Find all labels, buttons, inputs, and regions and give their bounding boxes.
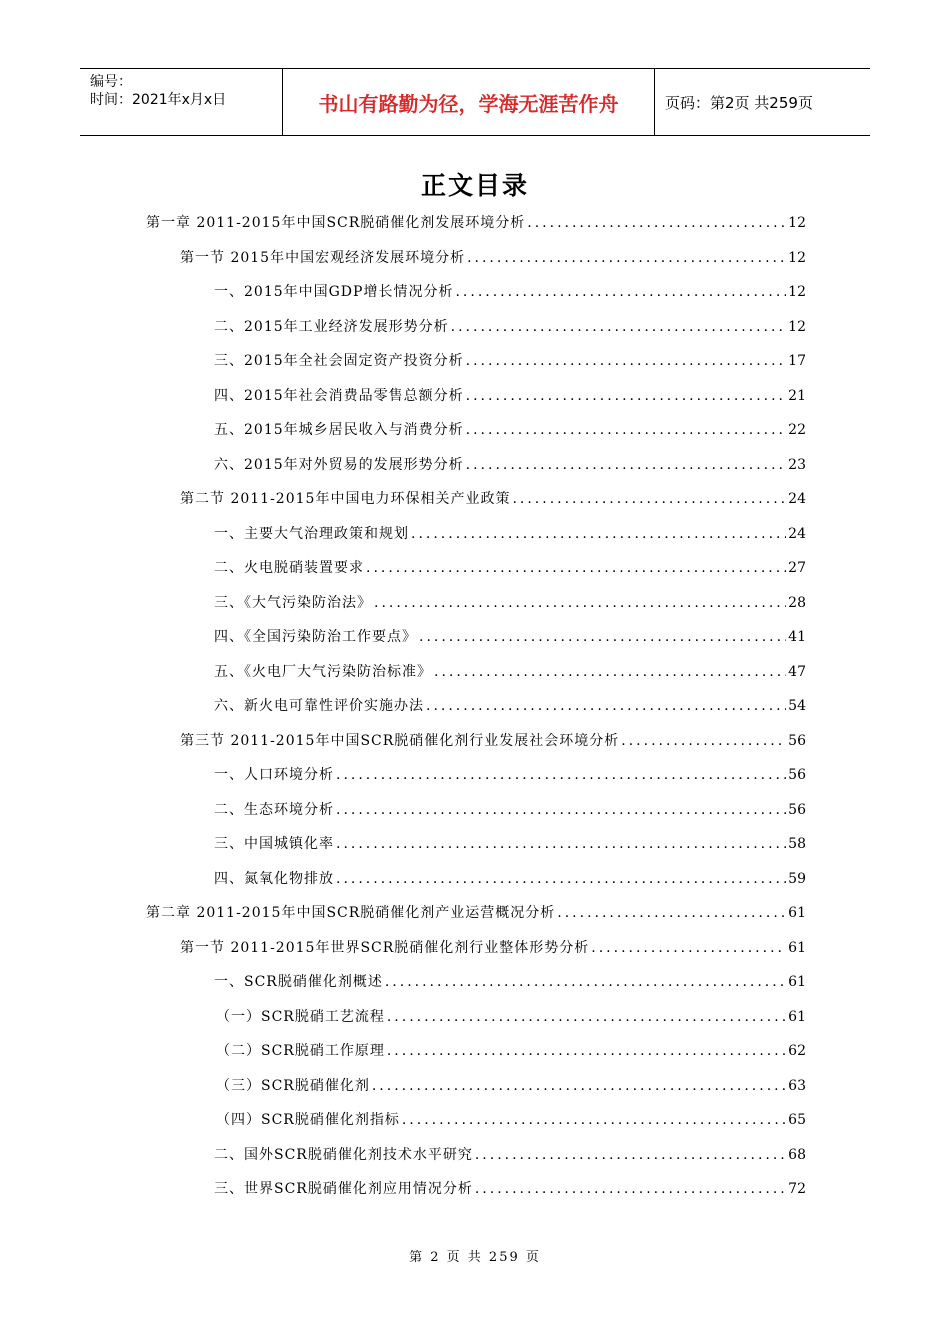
toc-entry-title: 六、新火电可靠性评价实施办法 xyxy=(214,698,424,714)
toc-dot-leader xyxy=(387,1009,786,1025)
toc-entry[interactable] xyxy=(214,661,806,685)
toc-dot-leader xyxy=(387,1043,786,1059)
toc-entry-page-number: 56 xyxy=(788,767,806,783)
toc-entry-title: 一、SCR脱硝催化剂概述 xyxy=(214,974,383,990)
header-page-code: 页码：第2页 共259页 xyxy=(665,93,813,112)
toc-entry-title: 第二节 2011-2015年中国电力环保相关产业政策 xyxy=(180,491,511,507)
toc-entry-page-number: 58 xyxy=(788,836,806,852)
toc-entry[interactable] xyxy=(180,730,806,754)
toc-entry-page-number: 24 xyxy=(788,525,806,542)
toc-entry-title: 五、《火电厂大气污染防治标准》 xyxy=(214,663,432,680)
toc-entry-page-number: 21 xyxy=(788,387,806,404)
toc-entry-title: 第一节 2011-2015年世界SCR脱硝催化剂行业整体形势分析 xyxy=(180,939,590,956)
toc-entry-page-number: 61 xyxy=(788,1008,806,1025)
toc-entry-title: 二、火电脱硝装置要求 xyxy=(214,560,364,576)
toc-entry-page-number: 22 xyxy=(788,422,806,438)
toc-entry[interactable] xyxy=(180,247,806,271)
toc-entry-page-number: 28 xyxy=(788,594,806,611)
toc-entry-title: 四、2015年社会消费品零售总额分析 xyxy=(214,387,464,404)
toc-entry-title: 第一章 2011-2015年中国SCR脱硝催化剂发展环境分析 xyxy=(146,215,526,231)
toc-entry-title: 五、2015年城乡居民收入与消费分析 xyxy=(214,422,464,438)
toc-entry-page-number: 62 xyxy=(788,1043,806,1059)
page-footer: 第 2 页 共 259 页 xyxy=(409,1250,541,1265)
document-number-label: 编号： xyxy=(90,74,132,90)
toc-dot-leader xyxy=(385,974,786,990)
toc-entry[interactable] xyxy=(214,626,806,650)
toc-dot-leader xyxy=(434,664,786,680)
toc-dot-leader xyxy=(591,940,786,956)
toc-entry[interactable] xyxy=(180,488,806,512)
toc-entry[interactable] xyxy=(216,1075,806,1099)
toc-entry-title: 四、氮氧化物排放 xyxy=(214,870,334,887)
toc-entry-page-number: 72 xyxy=(788,1181,806,1197)
toc-entry-title: 三、2015年全社会固定资产投资分析 xyxy=(214,353,464,369)
toc-entry[interactable] xyxy=(214,695,806,719)
toc-entry-title: 二、生态环境分析 xyxy=(214,801,334,818)
toc-entry-page-number: 65 xyxy=(788,1112,806,1128)
toc-entry-title: （三）SCR脱硝催化剂 xyxy=(216,1077,370,1094)
toc-entry-page-number: 61 xyxy=(788,974,806,990)
toc-entry-page-number: 23 xyxy=(788,456,806,473)
toc-entry[interactable] xyxy=(146,902,806,926)
toc-dot-leader xyxy=(512,491,786,507)
toc-entry-title: 三、世界SCR脱硝催化剂应用情况分析 xyxy=(214,1181,473,1197)
toc-entry[interactable] xyxy=(216,1040,806,1064)
toc-dot-leader xyxy=(426,698,786,714)
toc-entry[interactable] xyxy=(214,799,806,823)
toc-entry[interactable] xyxy=(214,281,806,305)
toc-entry-page-number: 56 xyxy=(788,732,806,749)
toc-entry-page-number: 12 xyxy=(788,215,806,231)
toc-entry-title: （四）SCR脱硝催化剂指标 xyxy=(216,1112,400,1128)
toc-entry-title: 一、2015年中国GDP增长情况分析 xyxy=(214,284,454,300)
toc-entry-title: 一、人口环境分析 xyxy=(214,767,334,783)
toc-dot-leader xyxy=(466,388,787,404)
toc-entry-page-number: 27 xyxy=(788,560,806,576)
toc-dot-leader xyxy=(402,1112,786,1128)
toc-entry-title: （一）SCR脱硝工艺流程 xyxy=(216,1008,385,1025)
toc-entry[interactable] xyxy=(214,523,806,547)
toc-dot-leader xyxy=(557,905,786,921)
toc-entry-page-number: 24 xyxy=(788,491,806,507)
toc-dot-leader xyxy=(336,836,786,852)
toc-dot-leader xyxy=(374,595,786,611)
toc-entry-page-number: 54 xyxy=(788,698,806,714)
page-title: 正文目录 xyxy=(420,171,529,200)
toc-entry-title: 一、主要大气治理政策和规划 xyxy=(214,525,409,542)
toc-entry[interactable] xyxy=(180,937,806,961)
toc-entry[interactable] xyxy=(214,1144,806,1168)
toc-entry-page-number: 12 xyxy=(788,318,806,335)
toc-entry[interactable] xyxy=(214,764,806,788)
toc-entry[interactable] xyxy=(214,868,806,892)
toc-dot-leader xyxy=(527,215,786,231)
toc-entry[interactable] xyxy=(214,592,806,616)
toc-entry-title: 四、《全国污染防治工作要点》 xyxy=(214,629,417,645)
toc-entry[interactable] xyxy=(214,385,806,409)
toc-entry-title: 二、2015年工业经济发展形势分析 xyxy=(214,318,449,335)
toc-dot-leader xyxy=(466,422,787,438)
toc-dot-leader xyxy=(336,767,786,783)
toc-entry-title: 第一节 2015年中国宏观经济发展环境分析 xyxy=(180,249,466,266)
toc-dot-leader xyxy=(475,1181,786,1197)
toc-entry-title: 第二章 2011-2015年中国SCR脱硝催化剂产业运营概况分析 xyxy=(146,905,556,921)
toc-entry-title: 二、国外SCR脱硝催化剂技术水平研究 xyxy=(214,1146,473,1163)
header-motto: 书山有路勤为径，学海无涯苦作舟 xyxy=(282,69,655,135)
toc-dot-leader xyxy=(419,629,786,645)
toc-dot-leader xyxy=(411,526,786,542)
toc-dot-leader xyxy=(466,353,787,369)
toc-entry-title: 三、《大气污染防治法》 xyxy=(214,594,372,611)
page-header xyxy=(80,68,870,136)
header-meta xyxy=(80,69,282,135)
toc-entry[interactable] xyxy=(214,316,806,340)
toc-entry-page-number: 61 xyxy=(788,905,806,921)
toc-dot-leader xyxy=(366,560,786,576)
toc-entry[interactable] xyxy=(214,454,806,478)
toc-entry[interactable] xyxy=(216,1006,806,1030)
toc-entry[interactable] xyxy=(146,212,806,236)
toc-entry-page-number: 59 xyxy=(788,870,806,887)
toc-dot-leader xyxy=(451,319,787,335)
toc-entry-page-number: 12 xyxy=(788,284,806,300)
toc-entry-page-number: 56 xyxy=(788,801,806,818)
toc-dot-leader xyxy=(621,733,786,749)
toc-entry[interactable] xyxy=(214,833,806,857)
document-time: 时间：2021年x月x日 xyxy=(90,92,227,108)
toc-entry[interactable] xyxy=(214,350,806,374)
toc-entry[interactable] xyxy=(214,557,806,581)
toc-entry[interactable] xyxy=(214,971,806,995)
toc-entry-page-number: 63 xyxy=(788,1077,806,1094)
toc-entry-page-number: 47 xyxy=(788,663,806,680)
toc-entry[interactable] xyxy=(214,419,806,443)
toc-entry-title: （二）SCR脱硝工作原理 xyxy=(216,1043,385,1059)
toc-dot-leader xyxy=(455,284,786,300)
toc-dot-leader xyxy=(336,802,786,818)
toc-entry-page-number: 17 xyxy=(788,353,806,369)
toc-entry-page-number: 61 xyxy=(788,939,806,956)
toc-entry[interactable] xyxy=(216,1109,806,1133)
toc-dot-leader xyxy=(467,250,786,266)
toc-dot-leader xyxy=(475,1147,786,1163)
toc-entry-title: 第三节 2011-2015年中国SCR脱硝催化剂行业发展社会环境分析 xyxy=(180,732,620,749)
toc-dot-leader xyxy=(336,871,786,887)
toc-entry[interactable] xyxy=(214,1178,806,1202)
toc-entry-page-number: 12 xyxy=(788,249,806,266)
toc-dot-leader xyxy=(372,1078,786,1094)
toc-entry-page-number: 41 xyxy=(788,629,806,645)
toc-entry-page-number: 68 xyxy=(788,1146,806,1163)
toc-entry-title: 六、2015年对外贸易的发展形势分析 xyxy=(214,456,464,473)
toc-entry-title: 三、中国城镇化率 xyxy=(214,836,334,852)
toc-dot-leader xyxy=(466,457,787,473)
